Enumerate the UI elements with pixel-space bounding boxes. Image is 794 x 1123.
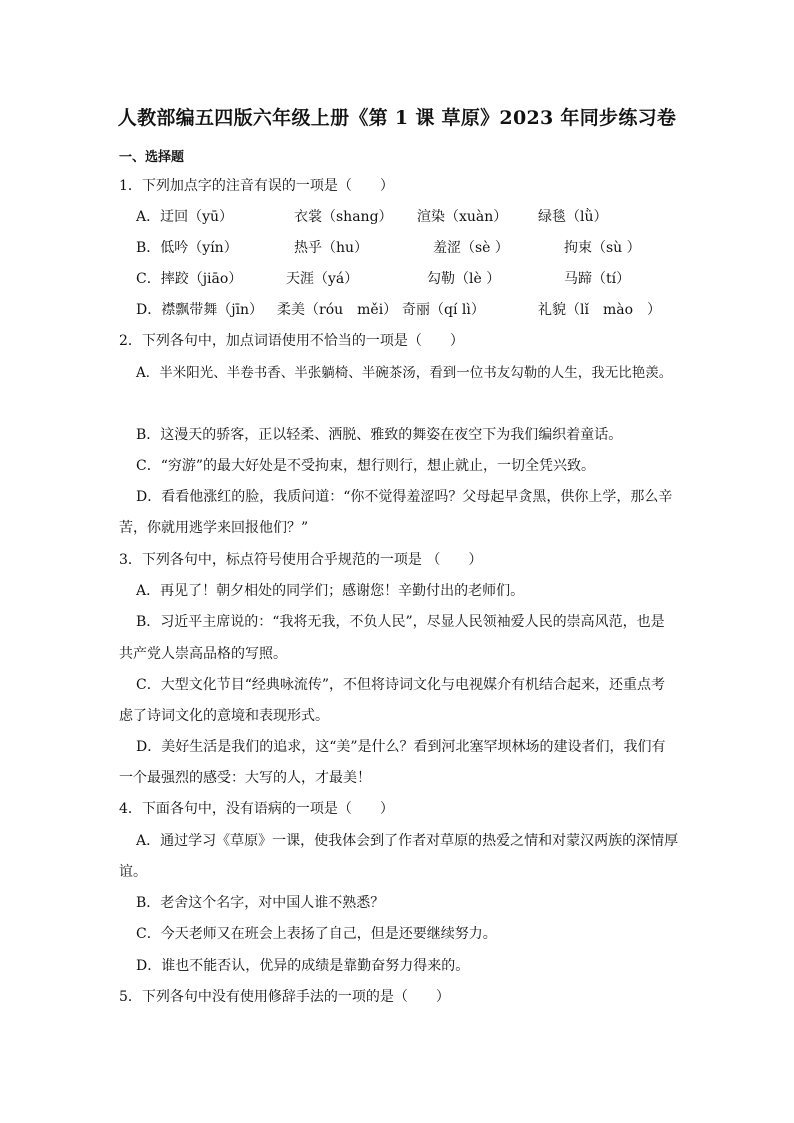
option-b-item-2: 热乎（hu） <box>294 240 369 256</box>
question-3-option-b-line-2: 共产党人崇高品格的写照。 <box>119 646 287 662</box>
option-a-item-2: 衣裳（shang） <box>294 209 393 225</box>
option-b-item-3: 羞涩（sè ） <box>433 240 509 256</box>
question-2-option-d-line-2: 苦，你就用逃学来回报他们？” <box>119 520 309 536</box>
section-heading: 一、选择题 <box>119 150 185 165</box>
question-3-stem: 3．下列各句中，标点符号使用合乎规范的一项是 （ ） <box>119 552 483 568</box>
question-2-option-c: C．“穷游”的最大好处是不受拘束，想行则行，想止就止，一切全凭兴致。 <box>136 458 596 474</box>
question-3-option-b-line-1: B．习近平主席说的：“我将无我，不负人民”，尽显人民领袖爱人民的崇高风范，也是 <box>136 614 665 630</box>
option-b-item-4: 拘束（sù ） <box>564 240 641 256</box>
question-5-stem: 5．下列各句中没有使用修辞手法的一项的是（ ） <box>119 989 450 1005</box>
option-b-item-1: B．低吟（yín） <box>136 240 238 256</box>
question-3-option-c-line-2: 虑了诗词文化的意境和表现形式。 <box>119 708 329 724</box>
option-a-item-3: 渲染（xuàn） <box>417 209 508 225</box>
question-2-stem: 2．下列各句中，加点词语使用不恰当的一项是（ ） <box>119 333 464 349</box>
question-4-option-c: C．今天老师又在班会上表扬了自己，但是还要继续努力。 <box>136 926 497 942</box>
question-2-option-b: B．这漫天的骄客，正以轻柔、洒脱、雅致的舞姿在夜空下为我们编织着童话。 <box>136 427 623 443</box>
option-c-item-4: 马蹄（tí） <box>564 271 631 287</box>
question-2-option-a: A．半米阳光、半卷书香、半张躺椅、半碗茶汤，看到一位书友勾勒的人生，我无比艳羡。 <box>136 365 673 381</box>
option-c-item-2: 天涯（yá） <box>286 271 359 287</box>
question-3-option-d-line-1: D．美好生活是我们的追求，这“美”是什么？看到河北塞罕坝林场的建设者们，我们有 <box>136 739 666 755</box>
option-a-item-4: 绿毯（lǜ） <box>538 209 608 225</box>
option-d-item-2: 柔美（róu měi） <box>277 302 398 318</box>
option-d-item-3: 奇丽（qí lì） <box>402 302 485 318</box>
question-3-option-d-line-2: 一个最强烈的感受：大写的人，才最美！ <box>119 770 371 786</box>
option-c-item-1: C．摔跤（jiāo） <box>136 271 243 287</box>
question-4-option-a-line-1: A．通过学习《草原》一课，使我体会到了作者对草原的热爱之情和对蒙汉两族的深情厚 <box>136 833 679 849</box>
option-d-item-1: D．襟飘带舞（jīn） <box>136 302 264 318</box>
question-3-option-c-line-1: C．大型文化节目“经典咏流传”，不但将诗词文化与电视媒介有机结合起来，还重点考 <box>136 677 666 693</box>
question-4-option-a-line-2: 谊。 <box>119 864 147 880</box>
option-d-item-4: 礼貌（lǐ mào ） <box>538 302 662 318</box>
question-2-option-d-line-1: D．看看他涨红的脸，我质问道：“你不觉得羞涩吗？父母起早贪黑，供你上学，那么辛 <box>136 489 673 505</box>
question-3-option-a: A．再见了！朝夕相处的同学们；感谢您！辛勤付出的老师们。 <box>136 583 525 599</box>
option-c-item-3: 勾勒（lè ） <box>427 271 501 287</box>
question-4-stem: 4．下面各句中，没有语病的一项是（ ） <box>119 801 394 817</box>
question-4-option-b: B．老舍这个名字，对中国人谁不熟悉？ <box>136 895 385 911</box>
page-title: 人教部编五四版六年级上册《第 1 课 草原》2023 年同步练习卷 <box>117 107 677 129</box>
question-1-stem: 1．下列加点字的注音有误的一项是（ ） <box>119 178 394 194</box>
question-4-option-d: D．谁也不能否认，优异的成绩是靠勤奋努力得来的。 <box>136 958 470 974</box>
option-a-item-1: A．迂回（yū） <box>136 209 234 225</box>
